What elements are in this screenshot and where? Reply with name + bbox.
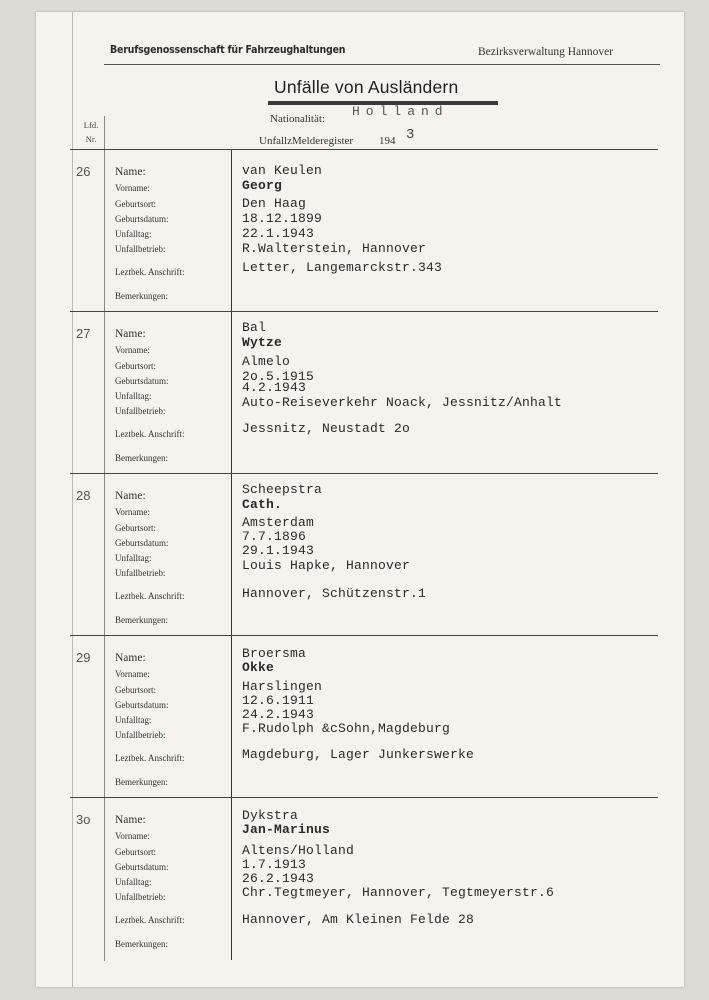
nationality-value: Holland: [352, 104, 449, 119]
label-unfalltag: Unfalltag:: [115, 877, 152, 887]
value-unfalltag: 22.1.1943: [242, 226, 315, 241]
office-name: Bezirksverwaltung Hannover: [478, 46, 614, 58]
label-unfallbetrieb: Unfallbetrieb:: [115, 244, 166, 254]
label-unfallbetrieb: Unfallbetrieb:: [115, 568, 166, 578]
label-name: Name:: [115, 814, 146, 826]
entry-number: 28: [76, 488, 91, 503]
label-bemerkungen: Bemerkungen:: [115, 939, 168, 949]
register-label: UnfallzMelderegister: [259, 135, 354, 147]
label-unfallbetrieb: Unfallbetrieb:: [115, 730, 166, 740]
label-geburtsdatum: Geburtsdatum:: [115, 700, 169, 710]
value-vorname: Okke: [242, 660, 275, 675]
label-unfallbetrieb: Unfallbetrieb:: [115, 406, 166, 416]
label-geburtsdatum: Geburtsdatum:: [115, 214, 169, 224]
label-geburtsort: Geburtsort:: [115, 199, 156, 209]
label-name: Name:: [115, 328, 146, 340]
label-unfallbetrieb: Unfallbetrieb:: [115, 892, 166, 902]
col-lfd-label: Lfd.: [83, 120, 99, 130]
label-unfalltag: Unfalltag:: [115, 715, 152, 725]
value-geburtsort: Altens/Holland: [242, 843, 355, 858]
label-vorname: Vorname:: [115, 669, 150, 679]
label-name: Name:: [115, 166, 146, 178]
value-name: Dykstra: [242, 808, 299, 823]
value-geburtsort: Amsterdam: [242, 515, 315, 530]
label-geburtsdatum: Geburtsdatum:: [115, 376, 169, 386]
value-vorname: Wytze: [242, 335, 283, 350]
value-name: Bal: [242, 320, 267, 335]
value-unfallbetrieb: Auto-Reiseverkehr Noack, Jessnitz/Anhalt: [242, 395, 563, 410]
organization-name: Berufsgenossenschaft für Fahrzeughaltungen: [110, 44, 346, 56]
label-anschrift: Leztbek. Anschrift:: [115, 267, 185, 277]
value-vorname: Cath.: [242, 497, 283, 512]
document-title: Unfälle von Ausländern: [274, 77, 459, 97]
entry-27: [70, 312, 658, 474]
label-bemerkungen: Bemerkungen:: [115, 615, 168, 625]
value-column-divider: [231, 312, 232, 474]
value-geburtsort: Den Haag: [242, 196, 307, 211]
col-nr-label: Nr.: [85, 134, 97, 144]
value-geburtsort: Harslingen: [242, 679, 323, 694]
value-anschrift: Letter, Langemarckstr.343: [242, 260, 443, 275]
label-unfalltag: Unfalltag:: [115, 553, 152, 563]
value-column-divider: [231, 474, 232, 636]
label-anschrift: Leztbek. Anschrift:: [115, 591, 185, 601]
value-name: Broersma: [242, 646, 307, 661]
value-unfalltag: 4.2.1943: [242, 380, 307, 395]
value-geburtsort: Almelo: [242, 354, 291, 369]
value-unfalltag: 26.2.1943: [242, 871, 315, 886]
value-column-divider: [231, 150, 232, 312]
label-geburtsort: Geburtsort:: [115, 685, 156, 695]
label-anschrift: Leztbek. Anschrift:: [115, 915, 185, 925]
entry-29: [70, 636, 658, 798]
label-name: Name:: [115, 490, 146, 502]
value-unfallbetrieb: Louis Hapke, Hannover: [242, 558, 411, 573]
label-geburtsdatum: Geburtsdatum:: [115, 538, 169, 548]
entry-26: [70, 150, 658, 312]
label-vorname: Vorname:: [115, 183, 150, 193]
label-vorname: Vorname:: [115, 345, 150, 355]
value-column-divider: [231, 636, 232, 798]
label-geburtsort: Geburtsort:: [115, 847, 156, 857]
entry-30: [70, 798, 658, 960]
value-geburtsdatum: 12.6.1911: [242, 693, 315, 708]
header-rule: [104, 64, 660, 65]
value-name: Scheepstra: [242, 482, 323, 497]
value-geburtsdatum: 18.12.1899: [242, 211, 323, 226]
label-vorname: Vorname:: [115, 831, 150, 841]
nationality-label: Nationalität:: [270, 113, 325, 125]
value-name: van Keulen: [242, 163, 323, 178]
value-geburtsdatum: 2o.5.1915: [242, 369, 315, 384]
value-unfallbetrieb: Chr.Tegtmeyer, Hannover, Tegtmeyerstr.6: [242, 885, 555, 900]
label-anschrift: Leztbek. Anschrift:: [115, 429, 185, 439]
label-unfalltag: Unfalltag:: [115, 229, 152, 239]
label-bemerkungen: Bemerkungen:: [115, 291, 168, 301]
value-unfalltag: 24.2.1943: [242, 707, 315, 722]
label-bemerkungen: Bemerkungen:: [115, 453, 168, 463]
value-anschrift: Jessnitz, Neustadt 2o: [242, 421, 411, 436]
value-column-divider: [231, 798, 232, 960]
column-number-header: [80, 118, 102, 146]
value-vorname: Georg: [242, 178, 283, 193]
entry-number: 27: [76, 326, 91, 341]
label-geburtsort: Geburtsort:: [115, 361, 156, 371]
label-unfalltag: Unfalltag:: [115, 391, 152, 401]
value-unfallbetrieb: R.Walterstein, Hannover: [242, 241, 427, 256]
register-year: 194: [379, 135, 396, 147]
value-unfallbetrieb: F.Rudolph &cSohn,Magdeburg: [242, 721, 451, 736]
label-geburtsdatum: Geburtsdatum:: [115, 862, 169, 872]
register-year-digit: 3: [406, 127, 415, 143]
value-geburtsdatum: 7.7.1896: [242, 529, 307, 544]
label-anschrift: Leztbek. Anschrift:: [115, 753, 185, 763]
entry-number: 3o: [76, 812, 91, 827]
value-geburtsdatum: 1.7.1913: [242, 857, 307, 872]
label-name: Name:: [115, 652, 146, 664]
value-anschrift: Hannover, Schützenstr.1: [242, 586, 427, 601]
label-vorname: Vorname:: [115, 507, 150, 517]
value-unfalltag: 29.1.1943: [242, 543, 315, 558]
entry-number: 29: [76, 650, 91, 665]
entry-number: 26: [76, 164, 91, 179]
label-geburtsort: Geburtsort:: [115, 523, 156, 533]
label-bemerkungen: Bemerkungen:: [115, 777, 168, 787]
value-vorname: Jan-Marinus: [242, 822, 331, 837]
value-anschrift: Hannover, Am Kleinen Felde 28: [242, 912, 475, 927]
value-anschrift: Magdeburg, Lager Junkerswerke: [242, 747, 475, 762]
entry-28: [70, 474, 658, 636]
